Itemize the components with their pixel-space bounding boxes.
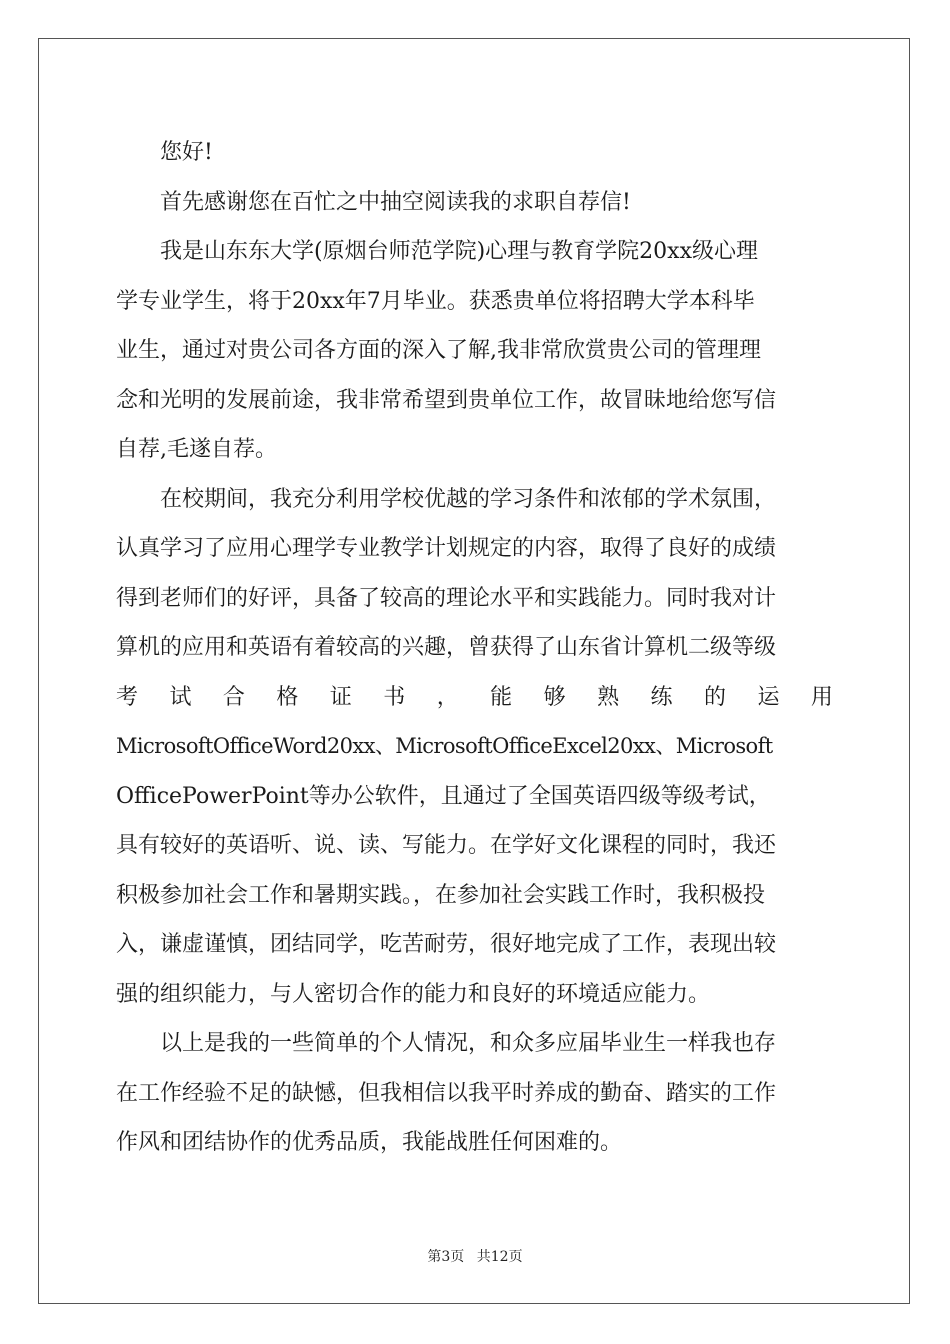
spread-char: ， [436,684,459,710]
paragraph-line: 具有较好的英语听、说、读、写能力。在学好文化课程的同时，我还 [116,833,777,858]
paragraph-line: 在工作经验不足的缺憾，但我相信以我平时养成的勤奋、踏实的工作 [116,1080,777,1106]
paragraph-line: 学专业学生，将于20xx年7月毕业。获悉贵单位将招聘大学本科毕 [116,288,755,314]
paragraph-line: MicrosoftOfficeWord20xx、MicrosoftOfficeExcel20xx、Microsoft [116,734,773,758]
paragraph-2 [116,227,833,475]
paragraph-line: 强的组织能力，与人密切合作的能力和良好的环境适应能力。 [116,981,711,1007]
paragraph-4 [116,1019,833,1168]
paragraph-line: 我是山东东大学(原烟台师范学院)心理与教育学院20xx级心理 [160,239,758,264]
spread-char: 格 [276,684,299,710]
spread-char: 练 [650,684,673,710]
spread-char: 的 [703,684,726,710]
spread-char: 书 [383,684,406,710]
spread-char: 考 [116,684,139,710]
paragraph-line: 业生，通过对贵公司各方面的深入了解,我非常欣赏贵公司的管理理 [116,338,761,363]
paragraph-line: 积极参加社会工作和暑期实践。，在参加社会实践工作时，我积极投 [116,882,766,908]
paragraph-line: 念和光明的发展前途，我非常希望到贵单位工作，故冒昧地给您写信 [116,387,777,413]
paragraph-line: 算机的应用和英语有着较高的兴趣，曾获得了山东省计算机二级等级 [116,635,777,660]
paragraph-line: 得到老师们的好评，具备了较高的理论水平和实践能力。同时我对计 [116,585,777,611]
paragraph-1: 首先感谢您在百忙之中抽空阅读我的求职自荐信! [160,189,631,215]
paragraph-line: 以上是我的一些简单的个人情况，和众多应届毕业生一样我也存 [160,1031,777,1056]
page-footer [0,1246,950,1266]
spread-char: 能 [490,684,513,710]
paragraph-line: 自荐,毛遂自荐。 [116,437,277,462]
paragraph-line: 入，谦虚谨慎，团结同学，吃苦耐劳，很好地完成了工作，表现出较 [116,932,777,957]
paragraph-line: OfficePowerPoint等办公软件，且通过了全国英语四级等级考试， [116,783,771,809]
spread-char: 熟 [597,684,620,710]
letter-body [116,128,833,1168]
spread-char: 试 [169,684,192,710]
paragraph-3 [116,475,833,1020]
greeting: 您好! [160,140,213,165]
spread-char: 用 [810,684,833,710]
paragraph-line: 在校期间，我充分利用学校优越的学习条件和浓郁的学术氛围， [160,486,777,512]
spread-char: 合 [222,684,245,710]
page-number: 第3页 [427,1249,465,1265]
paragraph-line-spread [116,673,833,723]
paragraph-line: 作风和团结协作的优秀品质，我能战胜任何困难的。 [116,1130,623,1155]
spread-char: 证 [329,684,352,710]
spread-char: 运 [757,684,780,710]
spread-char: 够 [543,684,566,710]
paragraph-line: 认真学习了应用心理学专业教学计划规定的内容，取得了良好的成绩 [116,536,777,561]
total-pages: 共12页 [476,1249,523,1265]
